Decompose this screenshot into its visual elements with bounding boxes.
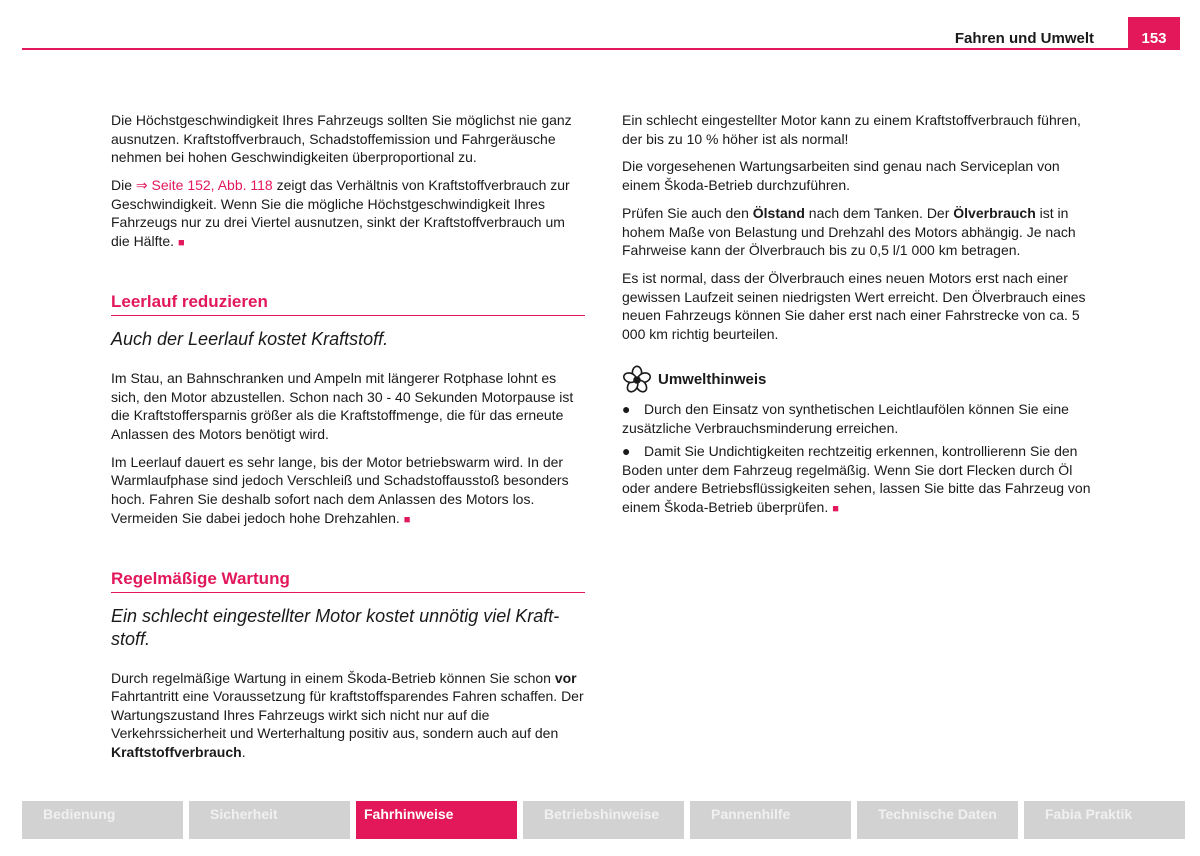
section-heading: Regelmäßige Wartung bbox=[111, 570, 585, 593]
chapter-title: Fahren und Umwelt bbox=[954, 30, 1094, 47]
tab-technische-daten[interactable]: Technische Daten bbox=[857, 801, 1018, 839]
paragraph: Die Höchstgeschwindigkeit Ihres Fahrzeugs sollten Sie möglichst nie ganz ausnutzen. Kraftstoffverbrauch, Schadstoffemission und Fahrgeräusche nehmen bei hohen Geschwindigkeiten überproportional zu. bbox=[111, 112, 572, 166]
right-column bbox=[622, 111, 1094, 523]
bullet-icon: ● bbox=[622, 401, 631, 418]
tab-fahrhinweise[interactable]: Fahrhinweise bbox=[356, 801, 517, 839]
page-reference-link[interactable]: ⇒ Seite 152, Abb. 118 bbox=[135, 177, 273, 194]
paragraph: Die vorgesehenen Wartungsarbeiten sind genau nach Serviceplan von einem Škoda-Betrieb durchzuführen. bbox=[622, 158, 1060, 194]
tab-pannenhilfe[interactable]: Pannenhilfe bbox=[690, 801, 851, 839]
bullet-item: ● Damit Sie Undichtigkeiten rechtzeitig erkennen, kontrollierenn Sie den Boden unter dem Fahrzeug regelmäßig. Wenn Sie dort Flecken durch Öl oder andere Betriebsflüssigkeiten sehen, lassen Sie bitte das Fahrzeug von einem Škoda-Betrieb überprüfen. ■ bbox=[622, 443, 1091, 515]
paragraph: Die ⇒ Seite 152, Abb. 118 zeigt das Verhältnis von Kraftstoffverbrauch zur Geschwindigkeit. Wenn Sie die mögliche Höchstgeschwindigkeit Ihres Fahrzeugs nur zu drei Viertel ausnutzen, sinkt der Kraftstoffverbrauch um die Hälfte. ■ bbox=[111, 177, 570, 249]
bullet-item: ● Durch den Einsatz von synthetischen Leichtlaufölen können Sie eine zusätzliche Verbrauchsminderung erreichen. bbox=[622, 401, 1069, 437]
section-leerlauf bbox=[111, 293, 585, 529]
tab-bedienung[interactable]: Bedienung bbox=[22, 801, 183, 839]
tab-fabia-praktik[interactable]: Fabia Praktik bbox=[1024, 801, 1185, 839]
paragraph: Ein schlecht eingestellter Motor kann zu einem Kraftstoffverbrauch führen, der bis zu 10 % höher ist als normal! bbox=[622, 112, 1081, 147]
section-heading: Leerlauf reduzieren bbox=[111, 293, 585, 316]
tab-sicherheit[interactable]: Sicherheit bbox=[189, 801, 350, 839]
chapter-tab-bar bbox=[22, 801, 1185, 839]
end-marker: ■ bbox=[832, 502, 839, 515]
tab-betriebshinweise[interactable]: Betriebshinweise bbox=[523, 801, 684, 839]
left-column bbox=[111, 111, 585, 771]
end-marker: ■ bbox=[403, 513, 411, 526]
section-wartung bbox=[111, 570, 585, 762]
page-number: 153 bbox=[1128, 17, 1180, 50]
header-rule bbox=[22, 48, 1180, 50]
paragraph: Prüfen Sie auch den Ölstand nach dem Tanken. Der Ölverbrauch ist in hohem Maße von Belastung und Drehzahl des Motors abhängig. Je nach Fahrweise kann der Ölverbrauch bis zu 0,5 l/1 000 km betragen. bbox=[622, 204, 1076, 259]
bullet-icon: ● bbox=[622, 443, 631, 460]
end-marker: ■ bbox=[178, 236, 185, 249]
section-subheading: Auch der Leerlauf kostet Kraftstoff. bbox=[111, 329, 389, 350]
paragraph: Es ist normal, dass der Ölverbrauch eines neuen Motors erst nach einer gewissen Laufzeit seinen niedrigsten Wert erreicht. Den Ölverbrauch eines neuen Fahrzeugs können Sie daher erst nach einer Fahrstrecke von ca. 5 000 km richtig beurteilen. bbox=[622, 270, 1086, 342]
paragraph: Im Leerlauf dauert es sehr lange, bis der Motor betriebswarm wird. In der Warmlaufphase sind jedoch Verschleiß und Schadstoffausstoß besonders hoch. Fahren Sie deshalb sofort nach dem Anlassen des Motors los. Vermeiden Sie dabei jedoch hohe Drehzahlen. ■ bbox=[111, 453, 569, 526]
paragraph: Im Stau, an Bahnschranken und Ampeln mit längerer Rotphase lohnt es sich, den Motor abzustellen. Schon nach 30 - 40 Sekunden Motorpause ist die Kraftstoffersparnis größer als die Kraftstoffmenge, die für das erneute Anlassen des Motors benötigt wird. bbox=[111, 370, 574, 442]
flower-icon bbox=[622, 365, 652, 395]
note-title: Umwelthinweis bbox=[658, 371, 767, 389]
paragraph: Durch regelmäßige Wartung in einem Škoda-Betrieb können Sie schon vor Fahrtantritt eine Voraussetzung für kraftstoffsparendes Fahren schaffen. Der Wartungszustand Ihres Fahrzeugs wirkt sich nicht nur auf die Verkehrssicherheit und Werterhaltung positiv aus, sondern auch auf den Kraftstoffverbrauch. bbox=[111, 669, 584, 761]
environment-note bbox=[622, 365, 1094, 518]
section-subheading: Ein schlecht eingestellter Motor kostet unnötig viel Kraftstoff. bbox=[111, 605, 560, 649]
